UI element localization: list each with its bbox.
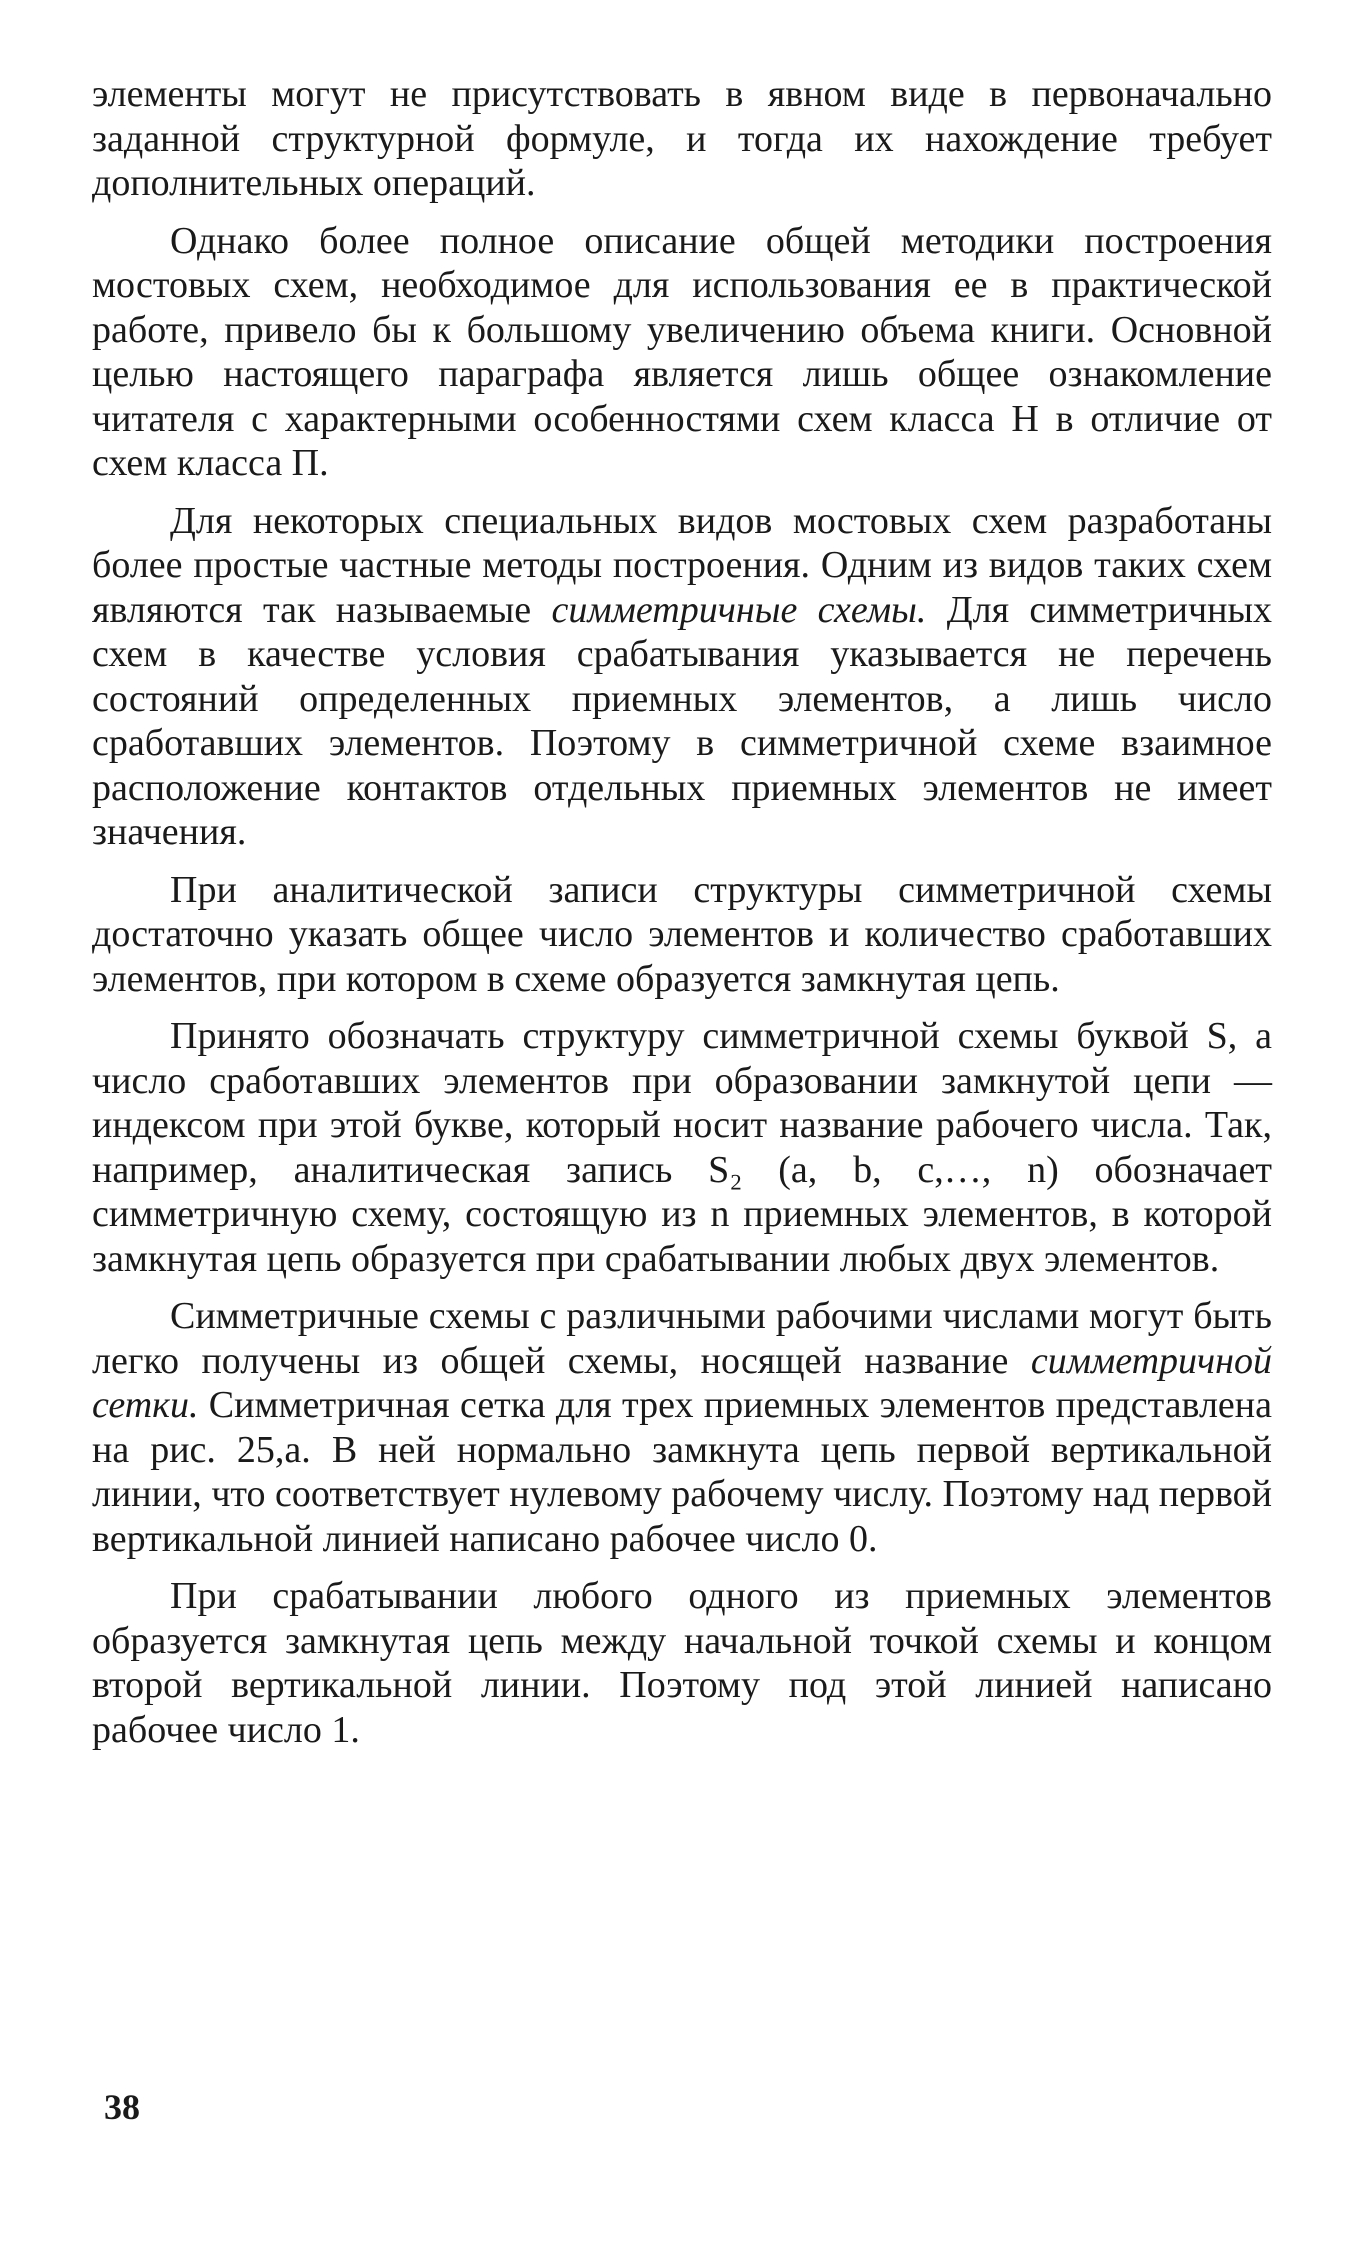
paragraph-2: Однако более полное описание общей методики построения мостовых схем, необходимое для использования ее в практической работе, привело бы к большому увеличению объема книги. Основной целью настоящего параграфа является лишь общее ознакомление читателя с характерными особенностями схем класса Н в отличие от схем класса П. <box>92 219 1272 484</box>
paragraph-3-term: симметричные схемы. <box>551 588 927 631</box>
paragraph-6-term: симметричной сетки. <box>92 1339 1272 1426</box>
paragraph-5: Принято обозначать структуру симметричной схемы буквой S, а число сработавших элементов при образовании замкнутой цепи — индексом при этой букве, который носит название рабочего числа. Так, например, аналитическая запись S₂ (a, b, c,…, n) обозначает симметричную схему, состоящую из n приемных элементов, в которой замкнутая цепь образуется при срабатывании любых двух элементов. <box>92 1015 1272 1280</box>
paragraph-3-text-a: Для некоторых специальных видов мостовых схем разработаны более простые частные методы построения. Одним из видов таких схем являются так называемые <box>92 499 1272 631</box>
paragraph-6 <box>92 1294 1272 1561</box>
paragraph-6-text-a: Симметричные схемы с различными рабочими числами могут быть легко получены из общей схемы, носящей название <box>92 1295 1272 1382</box>
paragraph-3-text-b: Для симметричных схем в качестве условия срабатывания указывается не перечень состояний определенных приемных элементов, а лишь число сработавших элементов. Поэтому в симметричной схеме взаимное расположение контактов отдельных приемных элементов не имеет значения. <box>92 588 1272 853</box>
paragraph-3 <box>92 499 1272 855</box>
page-body <box>92 72 1272 1765</box>
paragraph-1: элементы могут не присутствовать в явном виде в первоначально заданной структурной формуле, и тогда их нахождение требует дополнительных операций. <box>92 73 1272 204</box>
paragraph-7: При срабатывании любого одного из приемных элементов образуется замкнутая цепь между начальной точкой схемы и концом второй вертикальной линии. Поэтому под этой линией написано рабочее число 1. <box>92 1575 1272 1751</box>
paragraph-4: При аналитической записи структуры симметричной схемы достаточно указать общее число элементов и количество сработавших элементов, при котором в схеме образуется замкнутая цепь. <box>92 868 1272 1000</box>
page-number: 38 <box>104 2087 140 2127</box>
paragraph-6-text-b: Симметричная сетка для трех приемных элементов представлена на рис. 25,а. В ней нормально замкнута цепь первой вертикальной линии, что соответствует нулевому рабочему числу. Поэтому над первой вертикальной линией написано рабочее число 0. <box>92 1384 1272 1560</box>
